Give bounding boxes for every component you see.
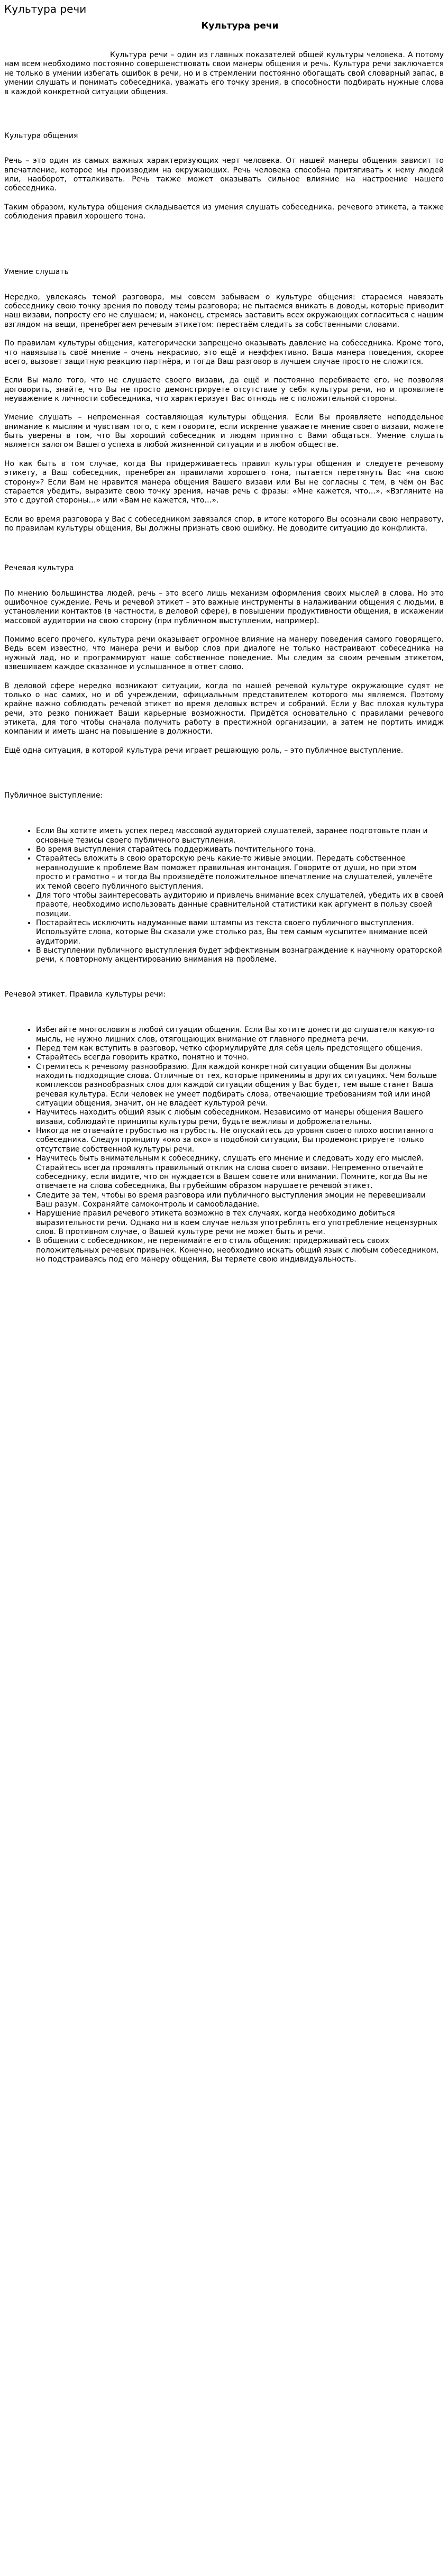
list-item: • Во время выступления старайтесь поддерживать почтительного тона. (36, 845, 444, 854)
paragraph: Ещё одна ситуация, в которой культура речи играет решающую роль, – это публичное выступление. (4, 746, 404, 755)
list-item: • Перед тем как вступить в разговор, четко сформулируйте для себя цель предстоящего общения. (36, 1044, 444, 1053)
paragraph: Умение слушать – непременная составляющая культуры общения. Если Вы проявляете неподдельное внимание к мыслям и чувствам того, с кем говорите, если искренне уважаете мнение своего визави, можете быть уверены в том, что Вы хороший собеседник и людям приятно с Вами общаться. Умение слушать является залогом Вашего успеха в любой жизненной ситуации и в любом обществе. (4, 413, 444, 450)
paragraph: По правилам культуры общения, категорически запрещено оказывать давление на собеседника. Кроме того, что навязывать своё мнение – очень некрасиво, это ещё и неэффективно. Ваша манера поведения, скорее всего, вызовет защитную реакцию партнёра, и тогда Ваш разговор в лучшем случае просто не сложится. (4, 339, 444, 366)
list-item: • Никогда не отвечайте грубостью на грубость. Не опускайтесь до уровня своего плохо воспитанного собеседника. Следуя принципу «око за око» в подобной ситуации, Вы продемонстрируете только отсутствие собственной культуры речи. (36, 1127, 444, 1154)
public-speaking-list (4, 827, 444, 964)
paragraph: Но как быть в том случае, когда Вы придерживаетесь правил культуры общения и следуете речевому этикету, а Ваш собеседник, пренебрегая правилами хорошего тона, пытается перетянуть Вас «на свою сторону»? Если Вам не нравится манера общения Вашего визави или Вы не согласны с тем, в чём он Вас старается убедить, выразите свою точку зрения, начав речь с фразы: «Мне кажется, что…», «Взгляните на это с другой стороны…» или «Вам не кажется, что…». (4, 459, 444, 505)
page-header: Культура речи (4, 3, 87, 15)
paragraph: Если во время разговора у Вас с собеседником завязался спор, в итоге которого Вы осознали свою неправоту, по правилам культуры общения, Вы должны признать свою ошибку. Не доводите ситуацию до конфликта. (4, 515, 444, 533)
paragraph: Речь – это один из самых важных характеризующих черт человека. От нашей манеры общения зависит то впечатление, которое мы производим на окружающих. Речь человека способна притягивать к нему людей или, наоборот, отталкивать. Речь также может оказывать сильное влияние на настроение нашего собеседника. (4, 157, 444, 193)
section-listening-skill (4, 268, 444, 533)
list-item: • Если Вы хотите иметь успех перед массовой аудиторией слушателей, заранее подготовьте план и основные тезисы своего публичного выступления. (36, 827, 444, 845)
list-item: • Следите за тем, чтобы во время разговора или публичного выступления эмоции не перевешивали Ваш разум. Сохраняйте самоконтроль и самообладание. (36, 1191, 444, 1210)
section-speech-etiquette (4, 990, 444, 1265)
paragraph: В деловой сфере нередко возникают ситуации, когда по нашей речевой культуре окружающие судят не только о нас самих, но и об учреждении, официальным представителем которого мы являемся. Поэтому крайне важно соблюдать речевой этикет во время деловых встреч и собраний. Если у Вас плохая культура речи, это резко понижает Ваши карьерные возможности. Придётся основательно с правилами речевого этикета, для того чтобы сначала получить работу в престижной организации, а затем не портить имидж компании и иметь шанс на повышение в должности. (4, 681, 444, 736)
list-item: • В выступлении публичного выступления будет эффективным вознаграждение к научному ораторской речи, к повторному акцентированию внимания на проблеме. (36, 946, 444, 965)
section-heading: Публичное выступление: (4, 791, 103, 800)
intro-paragraph: Культура речи – один из главных показателей общей культуры человека. А потому нам всем необходимо постоянно совершенствовать свои манеры общения и речь. Культура речи заключается не только в умении избегать ошибок в речи, но и в стремлении постоянно обогащать свой словарный запас, в умении слушать и понимать собеседника, уважать его точку зрения, в способности подбирать нужные слова в каждой конкретной ситуации общения. (4, 51, 444, 96)
paragraph: Таким образом, культура общения складывается из умения слушать собеседника, речевого этикета, а также соблюдения правил хорошего тона. (4, 203, 444, 221)
paragraph: Нередко, увлекаясь темой разговора, мы совсем забываем о культуре общения: стараемся навязать собеседнику свою точку зрения по поводу темы разговора; не пытаемся вникать в доводы, которые приводит наш визави, попросту его не слушаем; и, наконец, стремясь заставить всех окружающих согласиться с нашим взглядом на вещи, пренебрегаем речевым этикетом: перестаём следить за собственными словами. (4, 293, 444, 329)
section-heading: Культура общения (4, 131, 78, 140)
list-item: • Избегайте многословия в любой ситуации общения. Если Вы хотите донести до слушателя какую-то мысль, не нужно лишних слов, отягощающих внимание от главного предмета речи. (36, 1026, 444, 1044)
list-item: • Старайтесь вложить в свою ораторскую речь какие-то живые эмоции. Передать собственное неравнодушие к проблеме Вам поможет правильная интонация. Говорите от души, но при этом просто и грамотно – и тогда Вы произведёте положительное впечатление на слушателей, увлечёте их темой своего публичного выступления. (36, 854, 444, 891)
section-heading: Речевая культура (4, 564, 74, 573)
speech-etiquette-list (4, 1026, 444, 1264)
paragraph: Если Вы мало того, что не слушаете своего визави, да ещё и постоянно перебиваете его, не позволяя договорить, знайте, что Вы не просто демонстрируете отсутствие у себя культуры речи, но и проявляете неуважение к личности собеседника, что характеризует Вас отнюдь не с положительной стороны. (4, 376, 444, 403)
section-culture-of-communication (4, 132, 444, 222)
page-title: Культура речи (201, 21, 279, 31)
paragraph: По мнению большинства людей, речь – это всего лишь механизм оформления своих мыслей в слова. Но это ошибочное суждение. Речь и речевой этикет – это важные инструменты в налаживании общения с людьми, в установлении контактов (в частности, в деловой сфере), в повышении продуктивности общения, в искажении массовой аудитории на свою сторону (при публичном выступлении, например). (4, 589, 444, 625)
section-public-speaking (4, 791, 444, 965)
document (0, 3, 448, 1265)
list-item: • Для того чтобы заинтересовать аудиторию и привлечь внимание всех слушателей, убедить их в своей правоте, необходимо использовать данные сравнительной статистики как аргумент в пользу своей позиции. (36, 891, 444, 919)
list-item: • Научитесь быть внимательным к собеседнику, слушать его мнение и следовать ходу его мыслей. Старайтесь всегда проявлять правильный отклик на слова своего визави. Непременно отвечайте собеседнику, если видите, что он нуждается в Вашем совете или внимании. Помните, когда Вы не отвечаете на слова собеседника, Вы грубейшим образом нарушаете речевой этикет. (36, 1154, 444, 1191)
section-heading: Речевой этикет. Правила культуры речи: (4, 990, 166, 999)
section-speech-culture (4, 564, 444, 755)
section-heading: Умение слушать (4, 268, 69, 277)
paragraph: Помимо всего прочего, культура речи оказывает огромное влияние на манеру поведения самого говорящего. Ведь всем известно, что манера речи и выбор слов при диалоге не только настраивают собеседника на нужный лад, но и программируют наше собственное поведение. Мы следим за своим речевым этикетом, взвешиваем каждое сказанное и услышанное в ответ слово. (4, 635, 444, 672)
list-item: • Научитесь находить общий язык с любым собеседником. Независимо от манеры общения Вашего визави, соблюдайте принципы культуры речи, будьте вежливы и доброжелательны. (36, 1108, 444, 1127)
list-item: • Нарушение правил речевого этикета возможно в тех случаях, когда необходимо добиться выразительности речи. Однако ни в коем случае нельзя употреблять его употребление нецензурных слов. В противном случае, о Вашей культуре речи не может быть и речи. (36, 1209, 444, 1237)
list-item: • В общении с собеседником, не перенимайте его стиль общения: придерживайтесь своих положительных речевых привычек. Конечно, необходимо искать общий язык с любым собеседником, но подстраиваясь под его манеру общения, Вы теряете свою индивидуальность. (36, 1237, 444, 1264)
list-item: • Стремитесь к речевому разнообразию. Для каждой конкретной ситуации общения Вы должны находить подходящие слова. Отличные от тех, которые применимы в других ситуациях. Чем больше комплексов разнообразных слов для каждой ситуации общения у Вас будет, тем выше станет Ваша речевая культура. Если человек не умеет подбирать слова, отвечающие требованиям той или иной ситуации общения, значит, он не владеет культурой речи. (36, 1063, 444, 1109)
list-item: • Постарайтесь исключить надуманные вами штампы из текста своего публичного выступления. Используйте слова, которые Вы сказали уже столько раз, Вы тем самым «усыпите» внимание всей аудитории. (36, 919, 444, 946)
list-item: • Старайтесь всегда говорить кратко, понятно и точно. (36, 1053, 444, 1062)
